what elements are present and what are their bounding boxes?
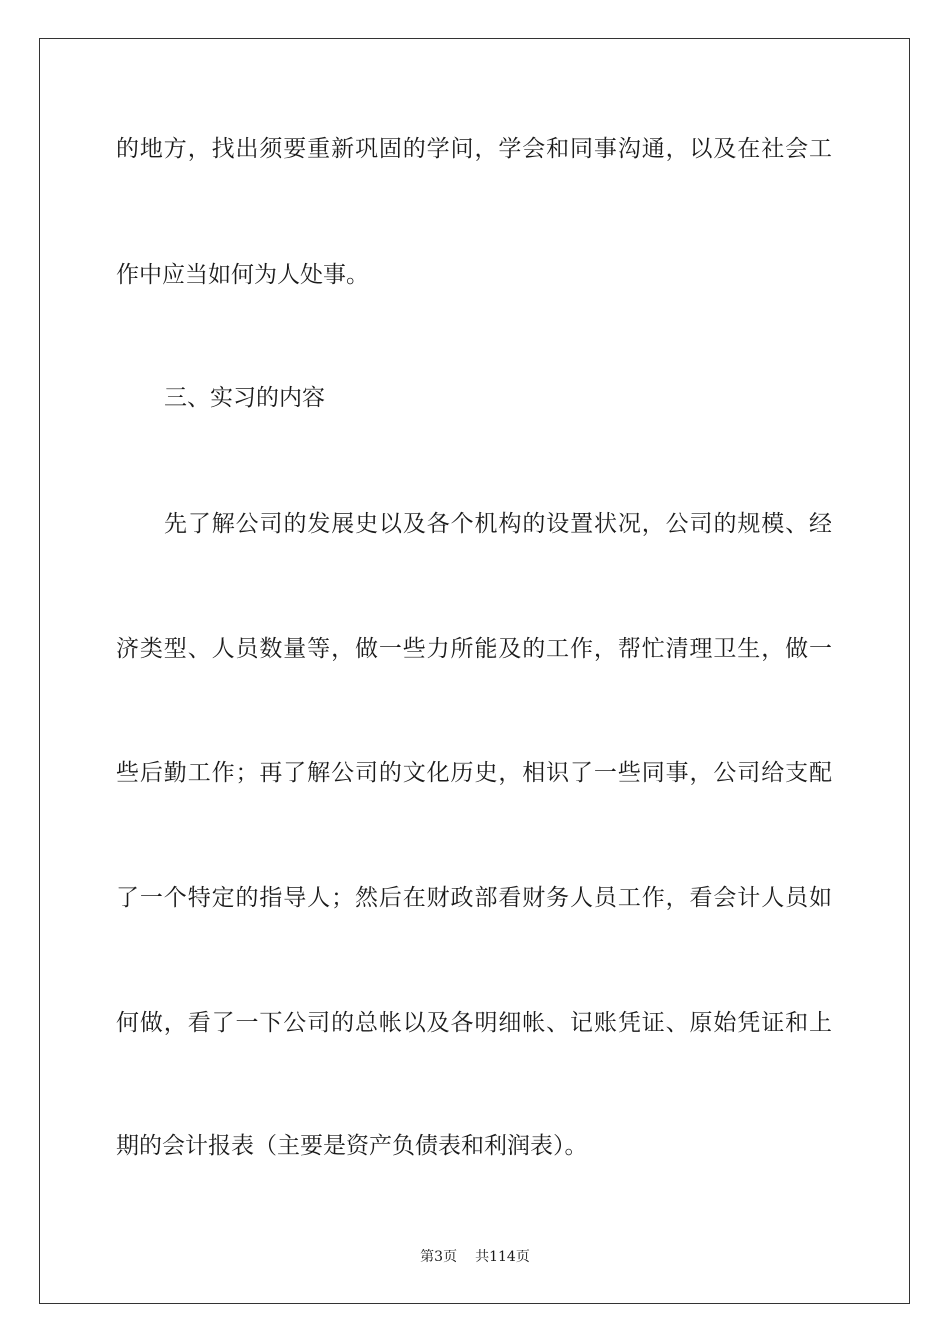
body-line-1: 的地方，找出须要重新巩固的学问，学会和同事沟通，以及在社会工 <box>116 136 832 162</box>
page-border <box>39 38 910 1304</box>
body-line-7: 何做，看了一下公司的总帐以及各明细帐、记账凭证、原始凭证和上 <box>116 1010 832 1036</box>
page-total: 共114页 <box>475 1249 530 1265</box>
body-line-3: 先了解公司的发展史以及各个机构的设置状况，公司的规模、经 <box>164 511 832 537</box>
body-line-6: 了一个特定的指导人；然后在财政部看财务人员工作，看会计人员如 <box>116 885 832 911</box>
body-line-8: 期的会计报表（主要是资产负债表和利润表）。 <box>116 1133 588 1159</box>
body-line-2: 作中应当如何为人处事。 <box>116 262 369 288</box>
body-line-4: 济类型、人员数量等，做一些力所能及的工作，帮忙清理卫生，做一 <box>116 636 832 662</box>
page-number: 第3页 <box>420 1249 458 1265</box>
section-heading: 三、实习的内容 <box>164 385 325 411</box>
body-line-5: 些后勤工作；再了解公司的文化历史，相识了一些同事，公司给支配 <box>116 760 832 786</box>
page-footer <box>0 1248 950 1266</box>
